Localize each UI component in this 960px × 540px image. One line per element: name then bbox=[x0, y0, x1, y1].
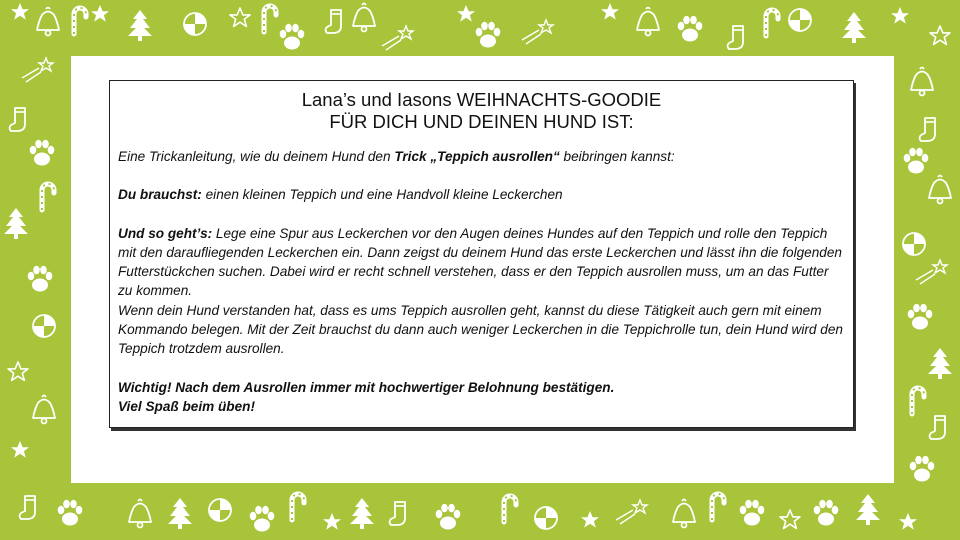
paw-icon bbox=[250, 506, 275, 532]
goodie-card bbox=[109, 80, 854, 428]
content-panel bbox=[71, 56, 894, 483]
star-icon bbox=[601, 3, 619, 20]
stocking-icon bbox=[728, 26, 744, 49]
paw-icon bbox=[910, 456, 935, 482]
bell-icon bbox=[37, 8, 59, 36]
shooting-star-icon bbox=[382, 26, 413, 50]
star-icon bbox=[323, 513, 341, 530]
intro-text: Eine Trickanleitung, wie du deinem Hund den bbox=[118, 149, 395, 164]
stocking-icon bbox=[326, 10, 342, 33]
ball-icon bbox=[209, 499, 231, 521]
tree-icon bbox=[350, 498, 374, 529]
bell-icon bbox=[929, 176, 951, 204]
paw-icon bbox=[436, 504, 461, 530]
paw-icon bbox=[58, 500, 83, 526]
paw-icon bbox=[678, 16, 703, 42]
ball-icon bbox=[33, 315, 55, 337]
shooting-star-icon bbox=[616, 500, 647, 524]
shooting-star-icon bbox=[522, 20, 553, 44]
tree-icon bbox=[928, 348, 952, 379]
paw-icon bbox=[28, 266, 53, 292]
paw-icon bbox=[814, 500, 839, 526]
shooting-star-icon bbox=[22, 58, 53, 82]
candy-cane-icon bbox=[42, 184, 54, 210]
ball-icon bbox=[184, 13, 206, 35]
card-title bbox=[118, 89, 845, 133]
star-icon bbox=[91, 5, 109, 22]
candy-cane-icon bbox=[712, 494, 724, 520]
howto-paragraph-2: Wenn dein Hund verstanden hat, dass es ums Teppich ausrollen geht, kannst du diese Tätigkeit auch gern mit einem Kommando belegen. Mit der Zeit brauchst du dann auch weniger Leckerchen in die Teppichrolle tun, dein Hund wird den Teppich trotzdem ausrollen. bbox=[118, 302, 843, 357]
title-line-2: FÜR DICH UND DEINEN HUND IST: bbox=[329, 111, 634, 132]
paw-icon bbox=[30, 140, 55, 166]
bell-icon bbox=[129, 500, 151, 528]
tree-icon bbox=[4, 208, 28, 239]
bell-icon bbox=[673, 500, 695, 528]
ball-icon bbox=[903, 233, 925, 255]
tree-icon bbox=[168, 498, 192, 529]
candy-cane-icon bbox=[74, 8, 86, 34]
candy-cane-icon bbox=[766, 10, 778, 36]
tree-icon bbox=[842, 12, 866, 43]
stocking-icon bbox=[930, 416, 946, 439]
ball-icon bbox=[535, 507, 557, 529]
paw-icon bbox=[280, 24, 305, 50]
card-body bbox=[118, 147, 845, 416]
star-icon bbox=[11, 441, 29, 458]
stocking-icon bbox=[920, 118, 936, 141]
tree-icon bbox=[128, 10, 152, 41]
candy-cane-icon bbox=[912, 388, 924, 414]
closing-line-1 bbox=[118, 378, 845, 397]
tree-icon bbox=[856, 494, 880, 525]
candy-cane-icon bbox=[292, 494, 304, 520]
paw-icon bbox=[740, 500, 765, 526]
star-icon bbox=[930, 26, 950, 44]
star-icon bbox=[891, 7, 909, 24]
star-icon bbox=[8, 362, 28, 380]
bell-icon bbox=[911, 68, 933, 96]
paw-icon bbox=[908, 304, 933, 330]
bell-icon bbox=[637, 8, 659, 36]
closing-important: Wichtig! Nach dem Ausrollen immer mit hochwertiger Belohnung bestätigen. bbox=[118, 379, 615, 395]
needs-label: Du brauchst: bbox=[118, 187, 202, 203]
closing-line-2 bbox=[118, 397, 845, 416]
bell-icon bbox=[353, 4, 375, 32]
howto-label: Und so geht’s: bbox=[118, 225, 213, 241]
stocking-icon bbox=[390, 502, 406, 525]
needs-text: einen kleinen Teppich und eine Handvoll kleine Leckerchen bbox=[201, 187, 563, 203]
star-icon bbox=[581, 511, 599, 528]
howto-paragraph bbox=[118, 224, 845, 301]
star-icon bbox=[780, 510, 800, 528]
star-icon bbox=[230, 8, 250, 26]
closing-wish: Viel Spaß beim üben! bbox=[118, 398, 255, 414]
intro-paragraph bbox=[118, 147, 845, 166]
shooting-star-icon bbox=[916, 260, 947, 284]
candy-cane-icon bbox=[264, 6, 276, 32]
title-line-1: Lana’s und Iasons WEIHNACHTS-GOODIE bbox=[301, 89, 662, 110]
intro-text-end: beibringen kannst: bbox=[559, 149, 675, 164]
paw-icon bbox=[904, 148, 929, 174]
trick-name: Trick „Teppich ausrollen“ bbox=[394, 149, 560, 164]
candy-cane-icon bbox=[504, 496, 516, 522]
star-icon bbox=[11, 3, 29, 20]
bell-icon bbox=[33, 396, 55, 424]
star-icon bbox=[457, 5, 475, 22]
ball-icon bbox=[789, 9, 811, 31]
howto-text: Lege eine Spur aus Leckerchen vor den Augen deines Hundes auf den Teppich und rolle den Teppich mit den daraufliegenden Leckerchen ein. Dann zeigst du deinem Hund das erste Leckerchen und lässt ihn die folgenden Futterstückchen suchen. Dabei wird er recht schnell verstehen, dass er den Teppich ausrollen muss, um an das Futter zu kommen. bbox=[118, 225, 842, 299]
star-icon bbox=[899, 513, 917, 530]
paw-icon bbox=[476, 22, 501, 48]
needs-paragraph bbox=[118, 185, 845, 204]
stocking-icon bbox=[10, 108, 26, 131]
stocking-icon bbox=[20, 496, 36, 519]
